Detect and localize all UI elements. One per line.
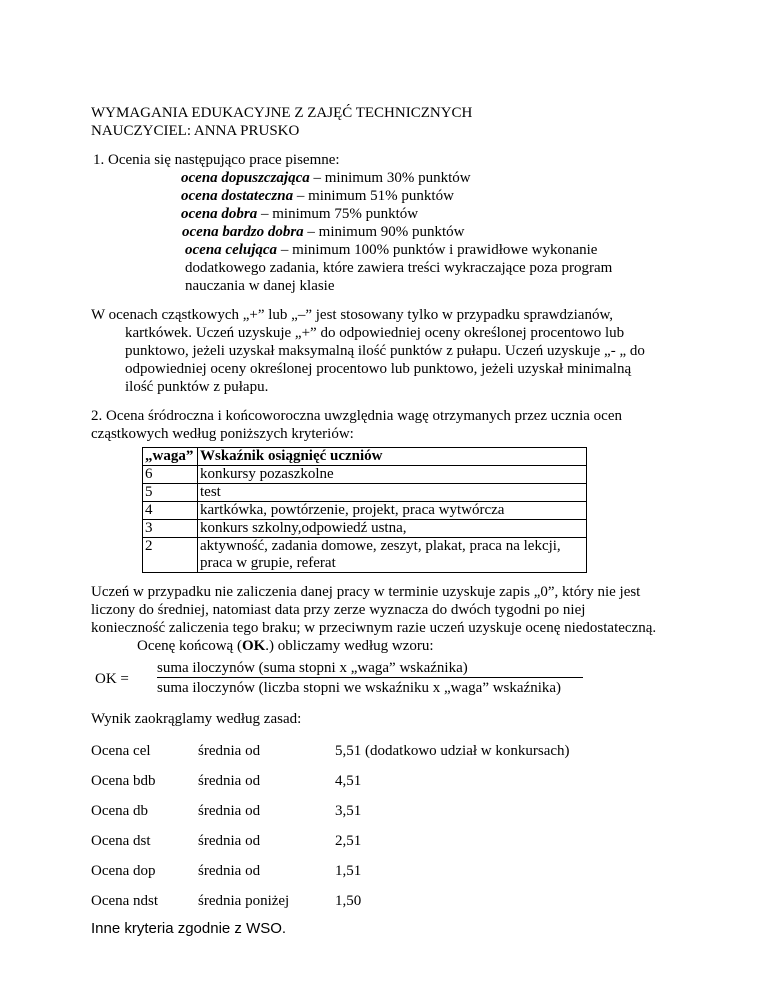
rounding-rule: średnia od <box>198 863 261 879</box>
table-header-row <box>143 448 587 466</box>
rounding-value: 1,50 <box>335 893 362 909</box>
partial-marks-line: W ocenach cząstkowych „+” lub „–” jest stosowany tylko w przypadku sprawdzianów, <box>91 307 614 323</box>
section1-intro: 1. Ocenia się następująco prace pisemne: <box>93 152 340 168</box>
table-row <box>143 466 587 484</box>
table-row <box>143 484 587 502</box>
document-title: WYMAGANIA EDUKACYJNE Z ZAJĘĆ TECHNICZNYCH <box>91 105 473 121</box>
formula-numerator: suma iloczynów (suma stopni x „waga” wskaźnika) <box>157 660 468 676</box>
rounding-grade: Ocena db <box>91 803 149 819</box>
section2-line: cząstkowych według poniższych kryteriów: <box>91 426 354 442</box>
partial-marks-line: kartkówek. Uczeń uzyskuje „+” do odpowiedniej oceny określonej procentowo lub <box>125 325 625 341</box>
table-cell-weight: 5 <box>143 484 198 502</box>
table-cell-weight: 4 <box>143 502 198 520</box>
teacher-name: NAUCZYCIEL: ANNA PRUSKO <box>91 123 300 139</box>
table-cell-weight: 3 <box>143 520 198 538</box>
table-cell-indicator: aktywność, zadania domowe, zeszyt, plakat, praca na lekcji, praca w grupie, referat <box>198 538 587 573</box>
rounding-grade: Ocena bdb <box>91 773 156 789</box>
rounding-grade: Ocena ndst <box>91 893 159 909</box>
grade-line: ocena dobra – minimum 75% punktów <box>181 206 419 222</box>
grade-line: ocena bardzo dobra – minimum 90% punktów <box>182 224 465 240</box>
section2-line: 2. Ocena śródroczna i końcoworoczna uwzględnia wagę otrzymanych przez ucznia ocen <box>91 408 622 424</box>
table-cell-weight: 2 <box>143 538 198 573</box>
rounding-grade: Ocena dop <box>91 863 156 879</box>
rounding-intro: Wynik zaokrąglamy według zasad: <box>91 711 302 727</box>
rounding-rule: średnia poniżej <box>198 893 290 909</box>
grade-celujaca-cont: dodatkowego zadania, które zawiera treści wykraczające poza program <box>185 260 613 276</box>
partial-marks-line: punktowo, jeżeli uzyskał maksymalną ilość punktów z pułapu. Uczeń uzyskuje „- „ do <box>125 343 645 359</box>
rounding-value: 2,51 <box>335 833 362 849</box>
table-cell-indicator: test <box>198 484 587 502</box>
partial-marks-line: odpowiedniej oceny określonej procentowo lub punktowo, jeżeli uzyskał minimalną <box>125 361 632 377</box>
formula-denominator: suma iloczynów (liczba stopni we wskaźniku x „waga” wskaźnika) <box>157 680 562 696</box>
table-cell-weight: 6 <box>143 466 198 484</box>
table-cell-indicator: konkurs szkolny,odpowiedź ustna, <box>198 520 587 538</box>
rounding-rule: średnia od <box>198 743 261 759</box>
table-header-indicator: Wskaźnik osiągnięć uczniów <box>198 448 587 466</box>
footer-note: Inne kryteria zgodnie z WSO. <box>91 920 287 937</box>
table-header-weight: „waga” <box>143 448 198 466</box>
rounding-rule: średnia od <box>198 833 261 849</box>
table-row <box>143 502 587 520</box>
missing-work-line: konieczność zaliczenia tego braku; w przeciwnym razie uczeń uzyskuje ocenę niedostateczną. <box>91 620 657 636</box>
weights-table <box>142 447 587 573</box>
rounding-value: 3,51 <box>335 803 362 819</box>
grade-line: ocena dopuszczająca – minimum 30% punktów <box>181 170 471 186</box>
table-cell-indicator: konkursy pozaszkolne <box>198 466 587 484</box>
rounding-value: 1,51 <box>335 863 362 879</box>
table-row <box>143 520 587 538</box>
rounding-rule: średnia od <box>198 773 261 789</box>
rounding-value: 4,51 <box>335 773 362 789</box>
grade-celujaca-cont: nauczania w danej klasie <box>185 278 335 294</box>
rounding-value: 5,51 (dodatkowo udział w konkursach) <box>335 743 570 759</box>
fraction-bar <box>157 677 583 678</box>
partial-marks-line: ilość punktów z pułapu. <box>125 379 269 395</box>
grade-line: ocena dostateczna – minimum 51% punktów <box>181 188 454 204</box>
final-grade-line: Ocenę końcową (OK.) obliczamy według wzoru: <box>137 638 434 654</box>
table-cell-indicator: kartkówka, powtórzenie, projekt, praca wytwórcza <box>198 502 587 520</box>
rounding-grade: Ocena cel <box>91 743 151 759</box>
rounding-rule: średnia od <box>198 803 261 819</box>
missing-work-line: Uczeń w przypadku nie zaliczenia danej pracy w terminie uzyskuje zapis „0”, który nie jest <box>91 584 641 600</box>
formula-lhs: OK = <box>95 671 129 687</box>
table-row <box>143 538 587 573</box>
rounding-grade: Ocena dst <box>91 833 151 849</box>
missing-work-line: liczony do średniej, natomiast data przy zerze wyznacza do dwóch tygodni po niej <box>91 602 586 618</box>
final-grade-abbr: OK <box>241 638 266 654</box>
grade-line: ocena celująca – minimum 100% punktów i prawidłowe wykonanie <box>185 242 598 258</box>
